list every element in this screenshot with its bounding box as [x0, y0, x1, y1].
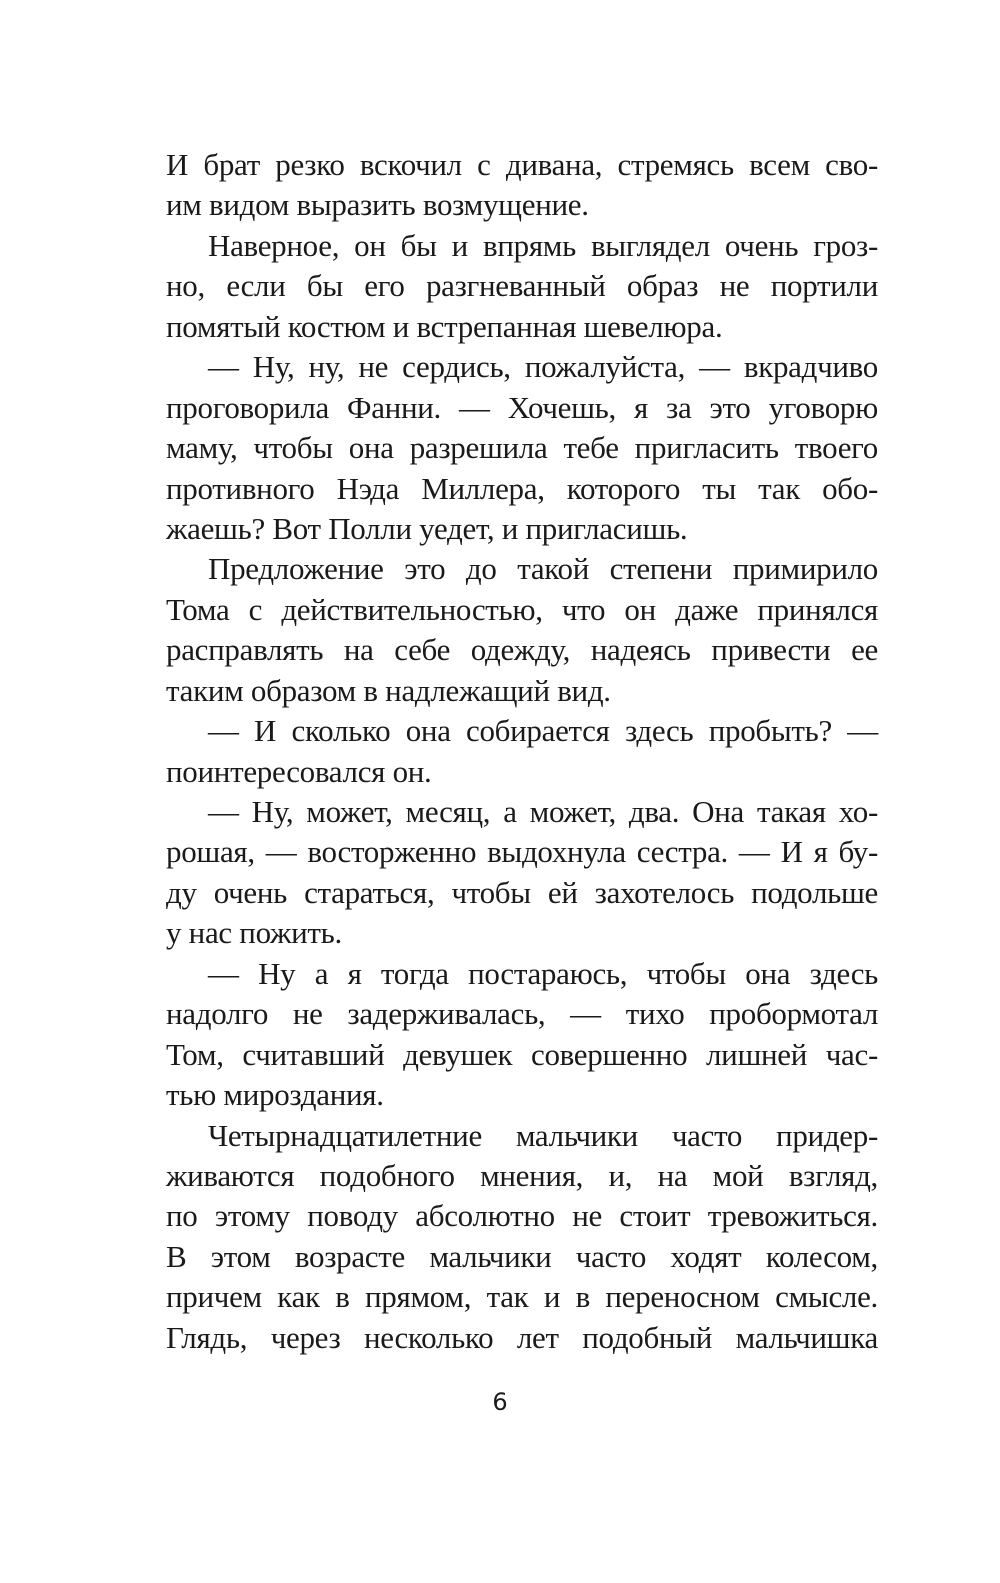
text-line: Предложение это до такой степени примирило	[208, 551, 878, 587]
text-line: проговорила Фанни. — Хочешь, я за это уговорю	[166, 389, 878, 425]
text-line: Глядь, через несколько лет подобный мальчишка	[166, 1319, 878, 1355]
text-line: расправлять на себе одежду, надеясь привести ее	[166, 632, 878, 668]
text-line: рошая, — восторженно выдохнула сестра. — И я бу-	[166, 834, 878, 870]
body-text	[166, 145, 878, 1358]
text-line: но, если бы его разгневанный образ не портили	[166, 268, 878, 304]
text-line: маму, чтобы она разрешила тебе пригласить твоего	[166, 430, 878, 466]
text-line: — Ну, ну, не сердись, пожалуйста, — вкрадчиво	[208, 349, 878, 385]
page-number: 6	[492, 1388, 508, 1416]
text-line: — Ну, может, месяц, а может, два. Она такая хо-	[208, 794, 878, 829]
text-line: И брат резко вскочил с дивана, стремясь всем сво-	[166, 147, 878, 182]
text-line: по этому поводу абсолютно не стоит тревожиться.	[166, 1198, 878, 1234]
text-line: — И сколько она собирается здесь пробыть? —	[208, 713, 878, 749]
text-line: Тома с действительностью, что он даже принялся	[166, 591, 878, 627]
text-line: Четырнадцатилетние мальчики часто придер-	[208, 1117, 878, 1153]
text-line: надолго не задерживалась, — тихо пробормотал	[166, 996, 878, 1032]
text-line: жаешь? Вот Полли уедет, и пригласишь.	[166, 510, 688, 546]
text-line: противного Нэда Миллера, которого ты так обо-	[166, 470, 878, 506]
text-line: живаются подобного мнения, и, на мой взгляд,	[166, 1157, 878, 1193]
text-line: таким образом в надлежащий вид.	[166, 672, 611, 708]
text-line: поинтересовался он.	[166, 753, 432, 789]
text-line: им видом выразить возмущение.	[166, 187, 589, 223]
text-line: у нас пожить.	[166, 915, 342, 951]
text-line: Наверное, он бы и впрямь выглядел очень гроз-	[208, 227, 878, 263]
text-line: причем как в прямом, так и в переносном смысле.	[166, 1279, 878, 1315]
text-line: тью мироздания.	[166, 1077, 384, 1113]
text-line: Том, считавший девушек совершенно лишней час-	[166, 1036, 878, 1072]
text-line: ду очень стараться, чтобы ей захотелось подольше	[166, 874, 878, 910]
text-line: В этом возрасте мальчики часто ходят колесом,	[166, 1238, 878, 1274]
text-line: — Ну а я тогда постараюсь, чтобы она здесь	[208, 955, 878, 991]
text-line: помятый костюм и встрепанная шевелюра.	[166, 308, 723, 344]
